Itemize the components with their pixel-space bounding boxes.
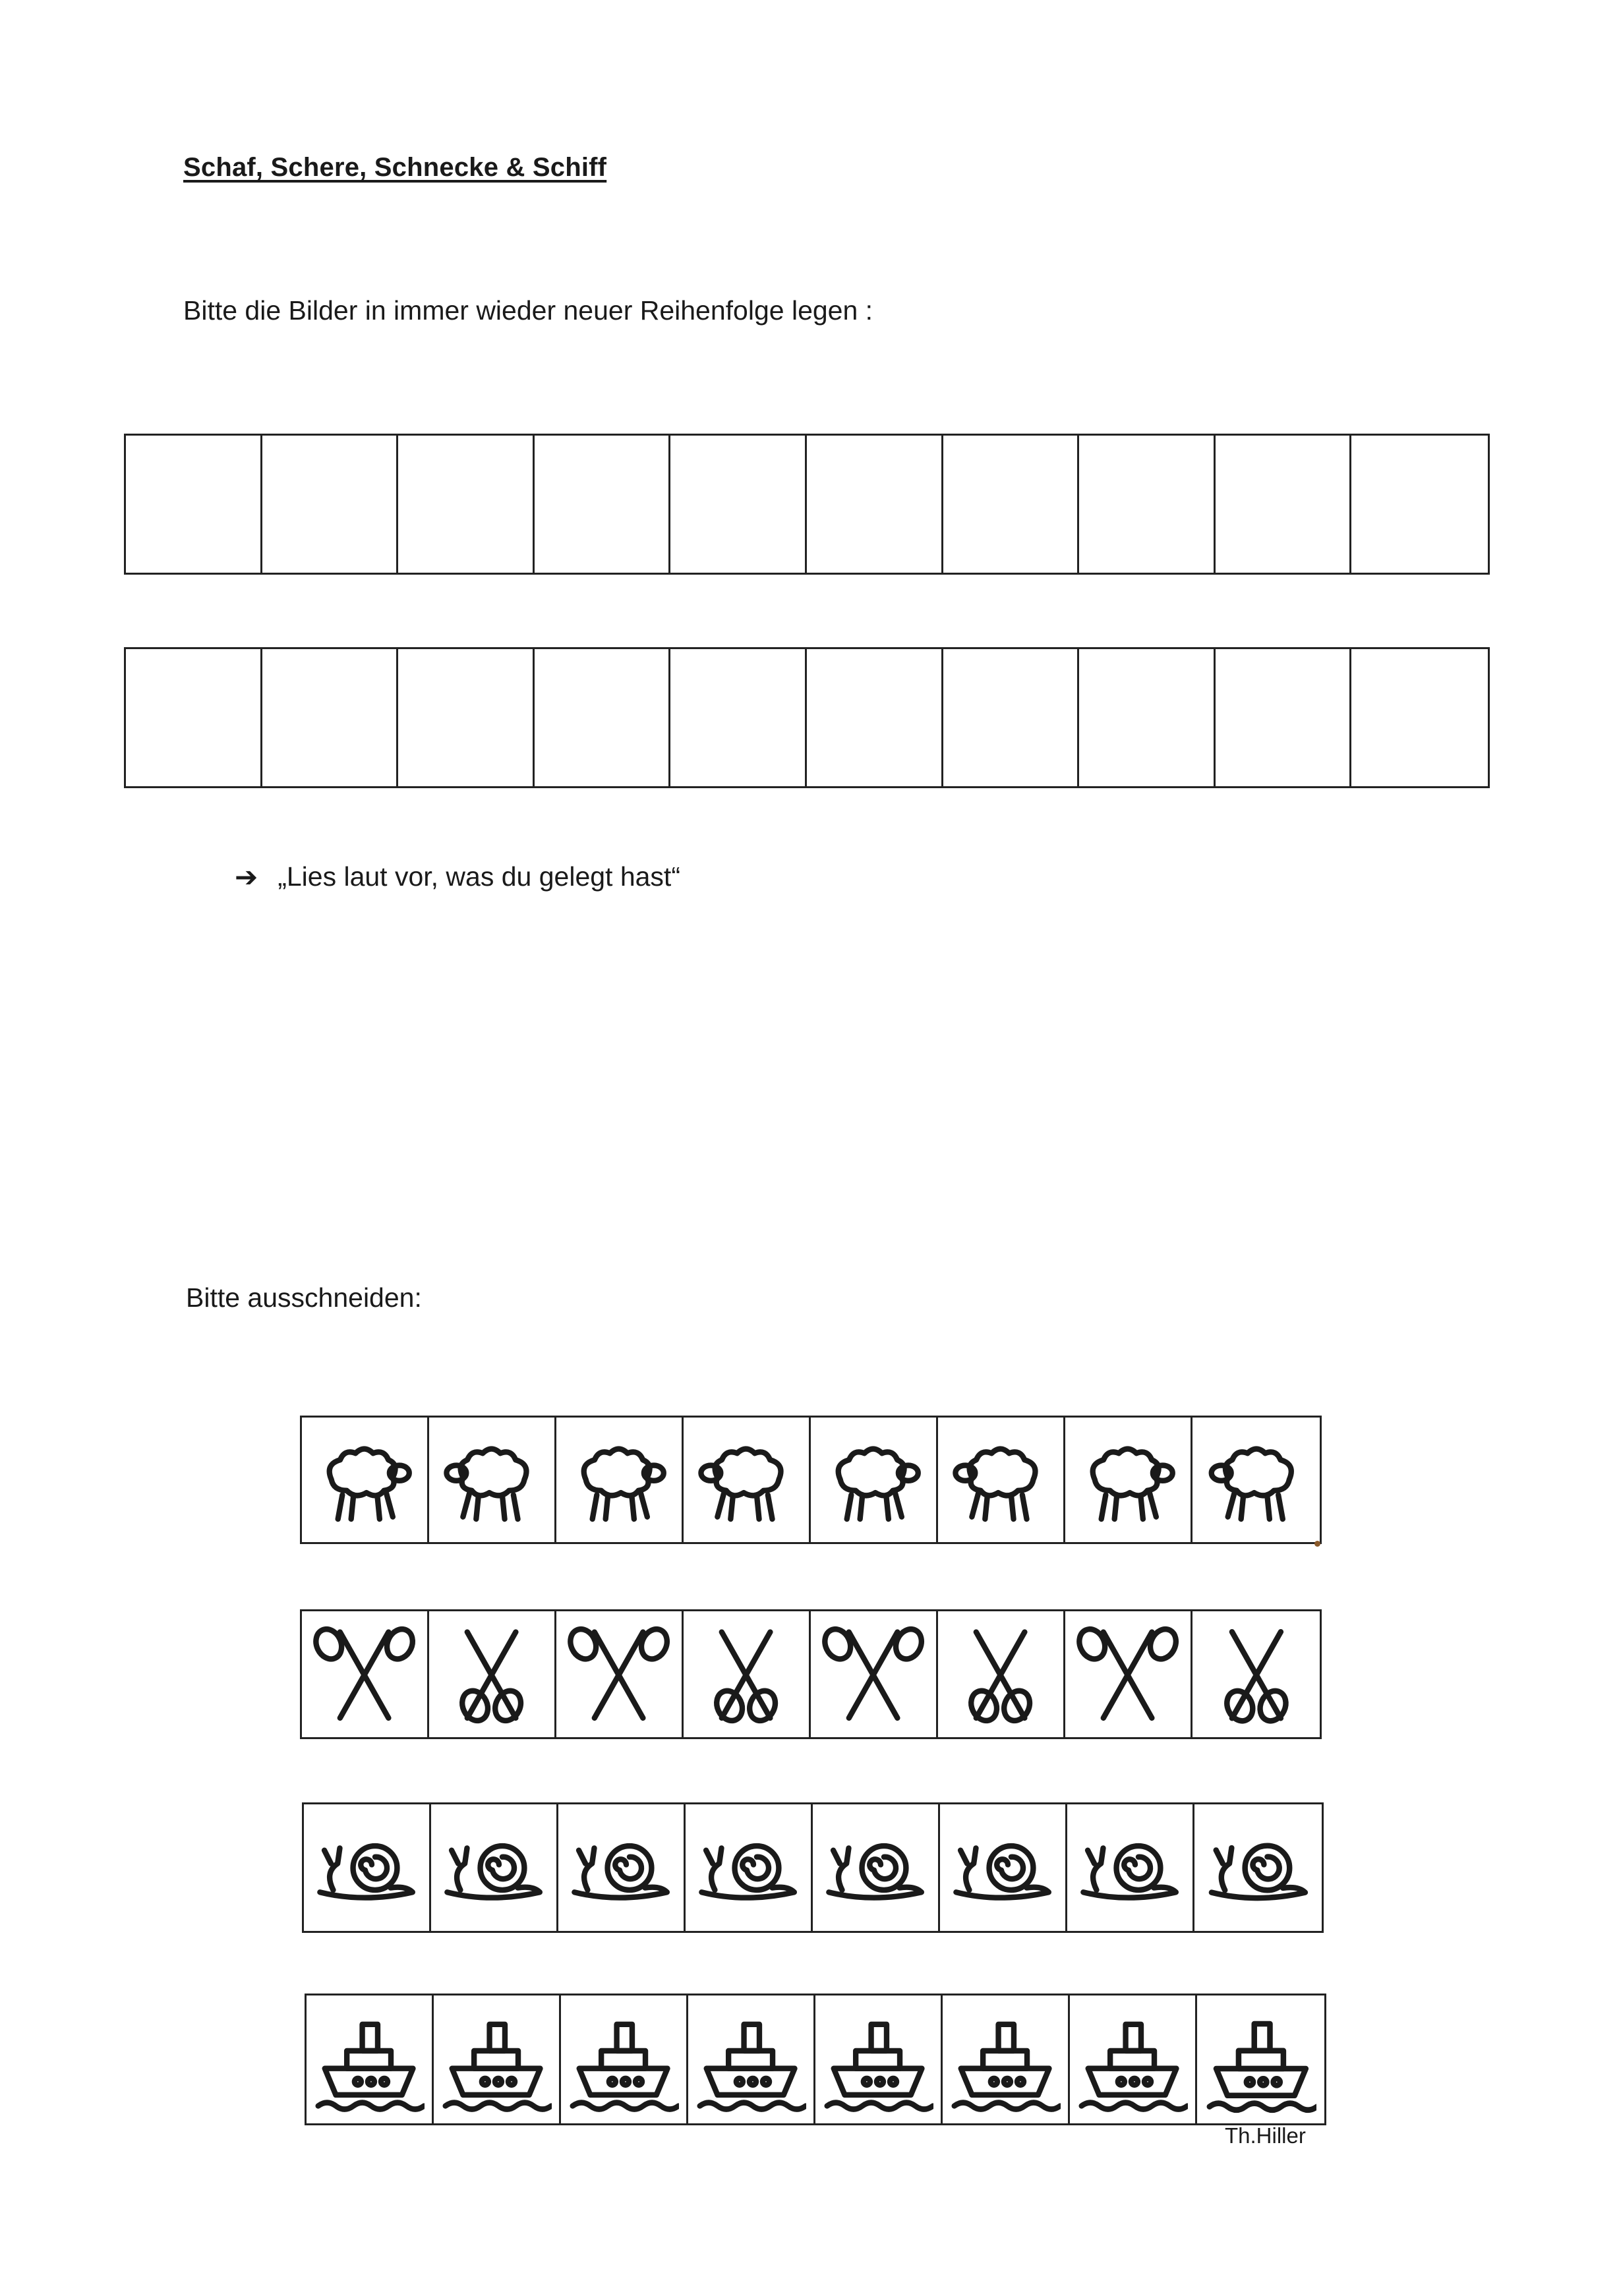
sheep-picture [302,1418,429,1542]
snail-icon [1194,1804,1322,1931]
sheep-picture [429,1418,556,1542]
scissors-picture [1065,1611,1192,1737]
scissors-icon [302,1611,427,1737]
snail-picture [813,1804,940,1931]
ship-strip [305,1994,1326,2125]
ship-icon [307,1995,432,2123]
snail-picture [304,1804,431,1931]
answer-cell [262,649,399,786]
sheep-picture [811,1418,938,1542]
answer-grid-row-2 [124,647,1490,788]
answer-cell [670,436,807,573]
scissors-picture [429,1611,556,1737]
read-aloud-text: „Lies laut vor, was du gelegt hast“ [278,861,680,892]
sheep-picture [556,1418,684,1542]
sheep-picture [684,1418,811,1542]
scissors-icon [1192,1611,1320,1737]
answer-cell [1079,436,1216,573]
answer-cell [398,649,535,786]
snail-icon [1067,1804,1192,1931]
snail-icon [813,1804,938,1931]
read-aloud-hint [235,861,680,893]
worksheet-title: Schaf, Schere, Schnecke & Schiff [183,153,607,182]
answer-cell [126,649,262,786]
sheep-strip [300,1416,1322,1544]
sheep-icon [938,1418,1063,1542]
snail-icon [686,1804,811,1931]
ship-picture [561,1995,688,2123]
snail-icon [304,1804,429,1931]
scissors-picture [684,1611,811,1737]
snail-icon [940,1804,1065,1931]
answer-grid-row-1 [124,434,1490,575]
sheep-picture [1192,1418,1320,1542]
sheep-icon [429,1418,554,1542]
answer-cell [535,436,671,573]
sheep-icon [1192,1418,1320,1542]
ship-icon [943,1995,1068,2123]
answer-cell [943,436,1080,573]
ship-icon [688,1995,813,2123]
sheep-icon [811,1418,936,1542]
ship-icon [561,1995,686,2123]
ship-icon [1070,1995,1195,2123]
sheep-icon [556,1418,682,1542]
snail-picture [686,1804,813,1931]
sheep-icon [684,1418,809,1542]
answer-cell [398,436,535,573]
paper-speck [1314,1541,1320,1547]
ship-picture [943,1995,1070,2123]
snail-icon [558,1804,684,1931]
answer-cell [1216,649,1352,786]
snail-picture [558,1804,686,1931]
answer-cell [1351,436,1488,573]
ship-icon [434,1995,559,2123]
answer-cell [1079,649,1216,786]
scissors-icon [556,1611,682,1737]
ship-picture [1197,1995,1324,2123]
ship-picture [434,1995,561,2123]
ship-icon [815,1995,941,2123]
sheep-picture [938,1418,1065,1542]
answer-cell [807,649,943,786]
scissors-icon [684,1611,809,1737]
scissors-icon [429,1611,554,1737]
scissors-icon [938,1611,1063,1737]
scissors-icon [811,1611,936,1737]
scissors-icon [1065,1611,1191,1737]
answer-cell [943,649,1080,786]
answer-cell [1216,436,1352,573]
sheep-icon [1065,1418,1191,1542]
author-signature: Th.Hiller [1225,2123,1306,2148]
sheep-icon [302,1418,427,1542]
answer-cell [670,649,807,786]
ship-picture [307,1995,434,2123]
answer-cell [262,436,399,573]
instruction-text: Bitte die Bilder in immer wieder neuer Reihenfolge legen : [183,295,873,326]
sheep-picture [1065,1418,1192,1542]
arrow-right-icon: ➔ [235,861,258,892]
snail-picture [431,1804,558,1931]
ship-icon [1197,1995,1324,2123]
snail-icon [431,1804,556,1931]
answer-cell [535,649,671,786]
cut-out-label: Bitte ausschneiden: [186,1282,422,1313]
ship-picture [1070,1995,1197,2123]
snail-strip [302,1802,1324,1933]
answer-cell [126,436,262,573]
snail-picture [940,1804,1067,1931]
scissors-picture [302,1611,429,1737]
snail-picture [1067,1804,1194,1931]
answer-cell [807,436,943,573]
scissors-strip [300,1609,1322,1739]
snail-picture [1194,1804,1322,1931]
scissors-picture [811,1611,938,1737]
ship-picture [688,1995,815,2123]
answer-cell [1351,649,1488,786]
scissors-picture [1192,1611,1320,1737]
ship-picture [815,1995,943,2123]
scissors-picture [938,1611,1065,1737]
scissors-picture [556,1611,684,1737]
